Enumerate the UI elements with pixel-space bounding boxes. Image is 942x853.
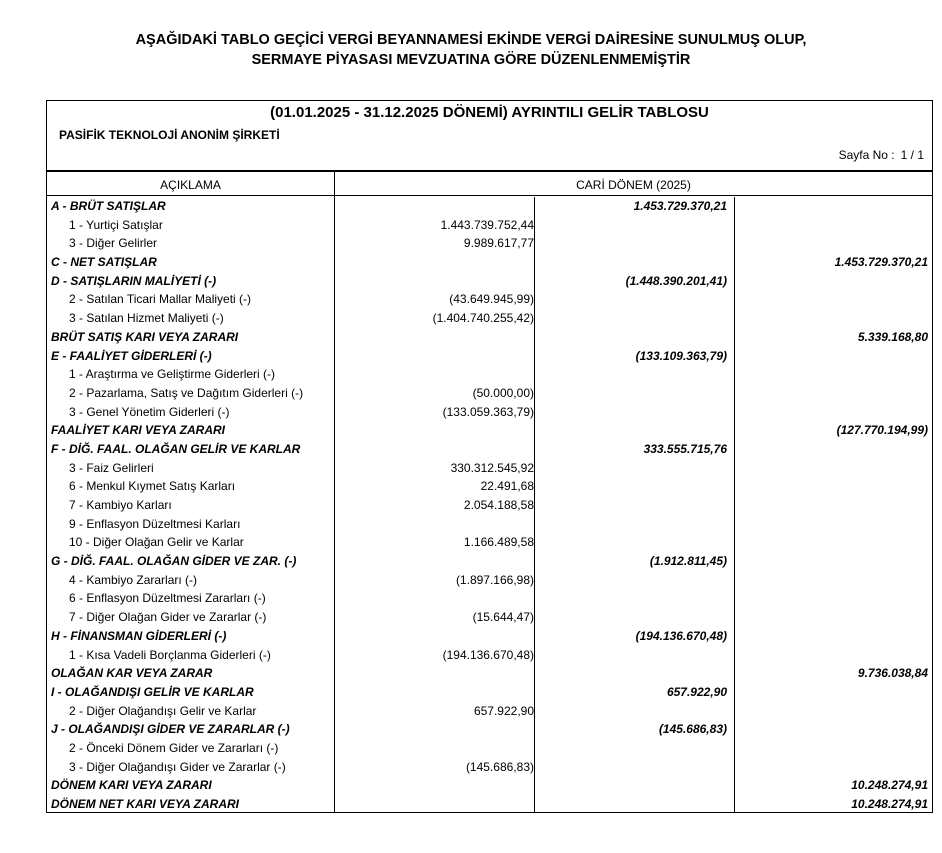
row-label: BRÜT SATIŞ KARI VEYA ZARARI	[51, 329, 239, 344]
row-label: DÖNEM KARI VEYA ZARARI	[51, 778, 212, 793]
statement-section-row	[47, 664, 932, 683]
row-amount-c2: 657.922,90	[666, 684, 727, 699]
row-label: 2 - Diğer Olağandışı Gelir ve Karlar	[69, 703, 257, 718]
statement-section-row	[47, 197, 932, 216]
column-header-description: AÇIKLAMA	[160, 178, 221, 192]
row-amount-c1: (50.000,00)	[472, 385, 534, 400]
statement-section-row	[47, 421, 932, 440]
statement-item-row	[47, 646, 932, 665]
row-label: 3 - Genel Yönetim Giderleri (-)	[69, 404, 230, 419]
row-label: 1 - Araştırma ve Geliştirme Giderleri (-)	[69, 367, 276, 382]
company-name: PASİFİK TEKNOLOJİ ANONİM ŞİRKETİ	[59, 128, 280, 142]
row-label: 6 - Menkul Kıymet Satış Karları	[69, 479, 236, 494]
statement-item-row	[47, 496, 932, 515]
statement-item-row	[47, 384, 932, 403]
row-label: 2 - Önceki Dönem Gider ve Zararları (-)	[69, 740, 279, 755]
row-label: 2 - Satılan Ticari Mallar Maliyeti (-)	[69, 292, 252, 307]
row-amount-c1: 330.312.545,92	[450, 460, 534, 475]
statement-section-row	[47, 683, 932, 702]
row-label: J - OLAĞANDIŞI GİDER VE ZARARLAR (-)	[51, 722, 290, 737]
row-amount-c1: 22.491,68	[480, 479, 534, 494]
statement-section-row	[47, 347, 932, 366]
row-amount-c1: (1.404.740.255,42)	[432, 311, 534, 326]
row-label: 1 - Yurtiçi Satışlar	[69, 217, 163, 232]
report-title: (01.01.2025 - 31.12.2025 DÖNEMİ) AYRINTILI GELİR TABLOSU	[270, 104, 709, 121]
row-label: 3 - Diğer Olağandışı Gider ve Zararlar (-)	[69, 759, 286, 774]
row-amount-c1: (194.136.670,48)	[442, 647, 534, 662]
header-line-2: SERMAYE PİYASASI MEVZUATINA GÖRE DÜZENLENMEMİŞTİR	[251, 52, 691, 68]
statement-section-row	[47, 776, 932, 795]
row-amount-c3: 5.339.168,80	[857, 329, 928, 344]
statement-item-row	[47, 758, 932, 777]
row-label: DÖNEM NET KARI VEYA ZARARI	[51, 797, 240, 811]
row-label: C - NET SATIŞLAR	[51, 255, 157, 270]
statement-item-row	[47, 589, 932, 608]
row-amount-c1: (145.686,83)	[465, 759, 534, 774]
row-label: I - OLAĞANDIŞI GELİR VE KARLAR	[51, 684, 254, 699]
column-header-period: CARİ DÖNEM (2025)	[576, 178, 691, 192]
statement-rows	[47, 197, 932, 814]
statement-item-row	[47, 571, 932, 590]
statement-section-row	[47, 720, 932, 739]
income-statement-table	[46, 100, 933, 813]
statement-item-row	[47, 477, 932, 496]
header-line-1: AŞAĞIDAKİ TABLO GEÇİCİ VERGİ BEYANNAMESİ EKİNDE VERGİ DAİRESİNE SUNULMUŞ OLUP,	[135, 32, 807, 48]
row-label: 3 - Diğer Gelirler	[69, 236, 158, 251]
statement-section-row	[47, 627, 932, 646]
row-amount-c1: (1.897.166,98)	[455, 572, 534, 587]
statement-item-row	[47, 515, 932, 534]
statement-section-row	[47, 795, 932, 814]
page-number	[839, 148, 924, 162]
row-label: E - FAALİYET GİDERLERİ (-)	[51, 348, 212, 363]
row-label: 1 - Kısa Vadeli Borçlanma Giderleri (-)	[69, 647, 271, 662]
document-header	[0, 30, 942, 70]
row-amount-c2: 333.555.715,76	[643, 441, 727, 456]
row-amount-c3: 1.453.729.370,21	[834, 255, 928, 270]
row-amount-c1: (43.649.945,99)	[449, 292, 534, 307]
row-amount-c3: 9.736.038,84	[857, 666, 928, 681]
statement-section-row	[47, 272, 932, 291]
row-label: 7 - Kambiyo Karları	[69, 498, 172, 512]
statement-item-row	[47, 403, 932, 422]
row-label: 6 - Enflasyon Düzeltmesi Zararları (-)	[69, 591, 266, 606]
row-label: 3 - Faiz Gelirleri	[69, 460, 154, 475]
statement-section-row	[47, 552, 932, 571]
statement-section-row	[47, 253, 932, 272]
row-amount-c2: (194.136.670,48)	[635, 628, 727, 643]
row-amount-c3: 10.248.274,91	[851, 778, 928, 793]
statement-item-row	[47, 309, 932, 328]
statement-item-row	[47, 459, 932, 478]
row-amount-c1: 2.054.188,58	[463, 498, 534, 512]
row-label: FAALİYET KARI VEYA ZARARI	[51, 423, 226, 438]
statement-item-row	[47, 608, 932, 627]
row-amount-c1: (15.644,47)	[472, 610, 534, 625]
row-label: A - BRÜT SATIŞLAR	[51, 199, 166, 213]
row-amount-c2: 1.453.729.370,21	[633, 199, 727, 213]
row-label: 4 - Kambiyo Zararları (-)	[69, 572, 198, 587]
statement-item-row	[47, 739, 932, 758]
statement-item-row	[47, 216, 932, 235]
row-label: 2 - Pazarlama, Satış ve Dağıtım Giderleri (-)	[69, 385, 304, 400]
statement-section-row	[47, 440, 932, 459]
row-label: D - SATIŞLARIN MALİYETİ (-)	[51, 273, 217, 288]
row-label: 9 - Enflasyon Düzeltmesi Karları	[69, 516, 241, 531]
row-amount-c2: (1.448.390.201,41)	[625, 273, 727, 288]
row-amount-c2: (1.912.811,45)	[649, 554, 727, 569]
row-amount-c1: 1.166.489,58	[463, 535, 534, 550]
row-label: F - DİĞ. FAAL. OLAĞAN GELİR VE KARLAR	[51, 441, 301, 456]
row-amount-c1: 1.443.739.752,44	[440, 217, 534, 232]
row-label: 7 - Diğer Olağan Gider ve Zararlar (-)	[69, 610, 267, 625]
statement-item-row	[47, 290, 932, 309]
row-amount-c1: (133.059.363,79)	[442, 404, 534, 419]
row-amount-c2: (133.109.363,79)	[635, 348, 727, 363]
row-amount-c1: 657.922,90	[473, 703, 534, 718]
row-label: 10 - Diğer Olağan Gelir ve Karlar	[69, 535, 244, 550]
page-number-value: 1 / 1	[900, 148, 924, 162]
statement-item-row	[47, 365, 932, 384]
statement-item-row	[47, 234, 932, 253]
header-divider	[47, 170, 932, 172]
row-label: H - FİNANSMAN GİDERLERİ (-)	[51, 628, 227, 643]
statement-item-row	[47, 702, 932, 721]
row-amount-c3: (127.770.194,99)	[836, 423, 928, 438]
row-amount-c2: (145.686,83)	[658, 722, 727, 737]
row-label: OLAĞAN KAR VEYA ZARAR	[51, 666, 213, 681]
row-amount-c1: 9.989.617,77	[463, 236, 534, 251]
row-amount-c3: 10.248.274,91	[851, 797, 928, 811]
statement-section-row	[47, 328, 932, 347]
page-number-label: Sayfa No :	[838, 148, 895, 162]
row-label: 3 - Satılan Hizmet Maliyeti (-)	[69, 311, 224, 326]
statement-item-row	[47, 533, 932, 552]
column-header-divider	[47, 195, 932, 196]
row-label: G - DİĞ. FAAL. OLAĞAN GİDER VE ZAR. (-)	[51, 554, 297, 569]
